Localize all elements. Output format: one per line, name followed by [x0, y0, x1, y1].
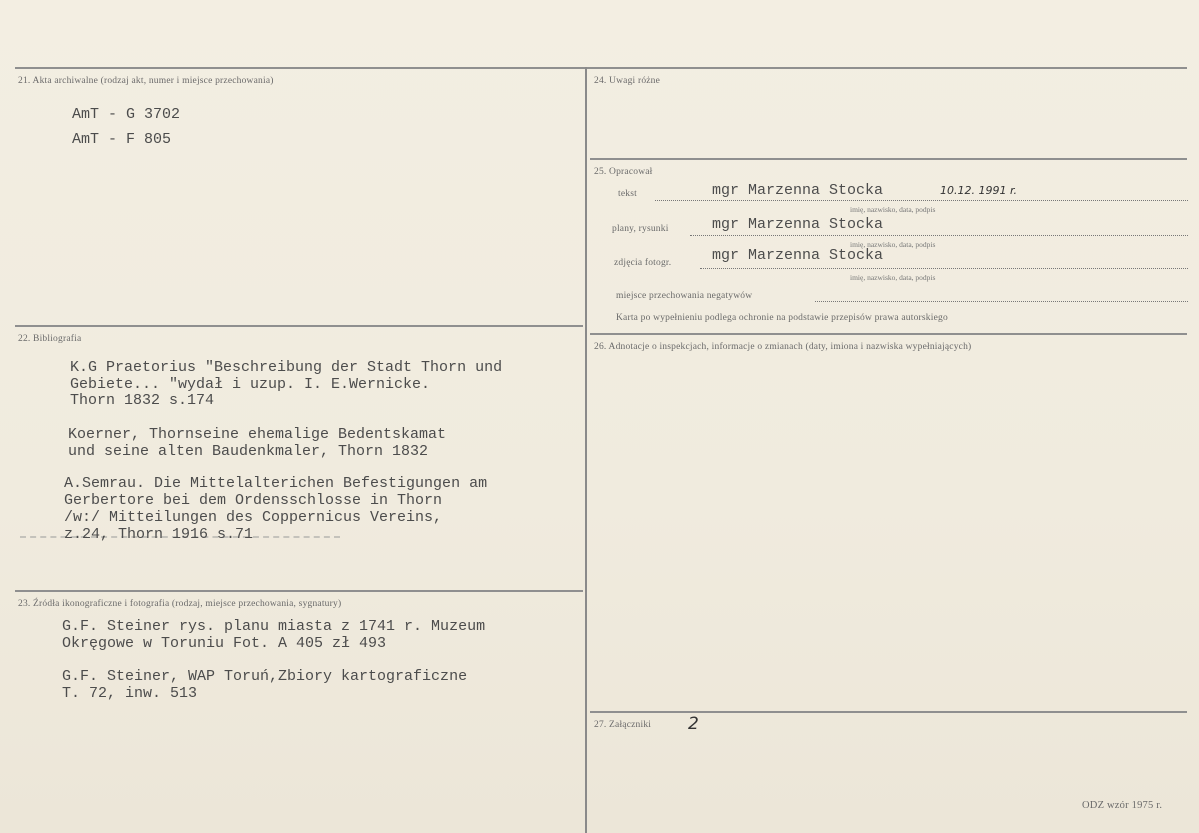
author-row-caption: imię, nazwisko, data, podpis — [850, 273, 936, 282]
negatives-label: miejsce przechowania negatywów — [616, 291, 753, 301]
section-21-label: 21. Akta archiwalne (rodzaj akt, numer i miejsce przechowania) — [18, 76, 274, 86]
archive-line: AmT - F 805 — [72, 131, 172, 148]
rule-26 — [590, 333, 1187, 335]
rule-25 — [590, 158, 1187, 160]
author-row-line — [700, 268, 1188, 269]
author-row-value: mgr Marzenna Stocka — [712, 247, 884, 264]
rule-23 — [15, 590, 583, 592]
rule-27 — [590, 711, 1187, 713]
author-row-label: plany, rysunki — [612, 224, 669, 234]
author-row-value: mgr Marzenna Stocka — [712, 216, 884, 233]
center-divider — [585, 67, 587, 833]
section-23-label: 23. Źródła ikonograficzne i fotografia (rodzaj, miejsce przechowania, sygnatury) — [18, 599, 342, 609]
author-row-caption: imię, nazwisko, data, podpis — [850, 240, 936, 249]
bibliography-line: Koerner, Thornseine ehemalige Bedentskamat — [68, 426, 447, 443]
author-row-label: zdjęcia fotogr. — [614, 258, 672, 268]
form-footer: ODZ wzór 1975 r. — [1082, 800, 1163, 811]
section-25-label: 25. Opracował — [594, 167, 653, 177]
section-22-label: 22. Bibliografia — [18, 334, 82, 344]
section-27-label: 27. Załączniki — [594, 720, 652, 730]
bibliography-line: A.Semrau. Die Mittelalterichen Befestigungen am — [64, 475, 488, 492]
bibliography-line: und seine alten Baudenkmaler, Thorn 1832 — [68, 443, 429, 460]
bibliography-line: /w:/ Mitteilungen des Coppernicus Vereins, — [64, 509, 443, 526]
bibliography-line: Thorn 1832 s.174 — [70, 392, 215, 409]
author-row-date: 10.12. 1991 r. — [940, 184, 1017, 197]
author-row-line — [655, 200, 1188, 201]
section-26-label: 26. Adnotacje o inspekcjach, informacje o zmianach (daty, imiona i nazwiska wypełniających) — [594, 342, 972, 352]
bibliography-line: Gerbertore bei dem Ordensschlosse in Thorn — [64, 492, 443, 509]
iconography-line: G.F. Steiner, WAP Toruń,Zbiory kartograficzne — [62, 668, 468, 685]
author-row-label: tekst — [618, 189, 637, 199]
top-rule — [15, 67, 1187, 69]
bibliography-line: K.G Praetorius "Beschreibung der Stadt Thorn und — [70, 359, 503, 376]
iconography-line: G.F. Steiner rys. planu miasta z 1741 r. Muzeum — [62, 618, 486, 635]
iconography-line: Okręgowe w Toruniu Fot. A 405 zł 493 — [62, 635, 387, 652]
rule-22 — [15, 325, 583, 327]
copyright-note: Karta po wypełnieniu podlega ochronie na podstawie przepisów prawa autorskiego — [616, 313, 948, 323]
archive-line: AmT - G 3702 — [72, 106, 181, 123]
negatives-line — [815, 301, 1188, 302]
attachments-count: 2 — [688, 714, 699, 734]
author-row-value: mgr Marzenna Stocka — [712, 182, 884, 199]
author-row-caption: imię, nazwisko, data, podpis — [850, 205, 936, 214]
bibliography-line: z.24, Thorn 1916 s.71 — [64, 526, 254, 543]
iconography-line: T. 72, inw. 513 — [62, 685, 198, 702]
bibliography-line: Gebiete... "wydał i uzup. I. E.Wernicke. — [70, 376, 431, 393]
author-row-line — [690, 235, 1188, 236]
section-24-label: 24. Uwagi różne — [594, 76, 661, 86]
